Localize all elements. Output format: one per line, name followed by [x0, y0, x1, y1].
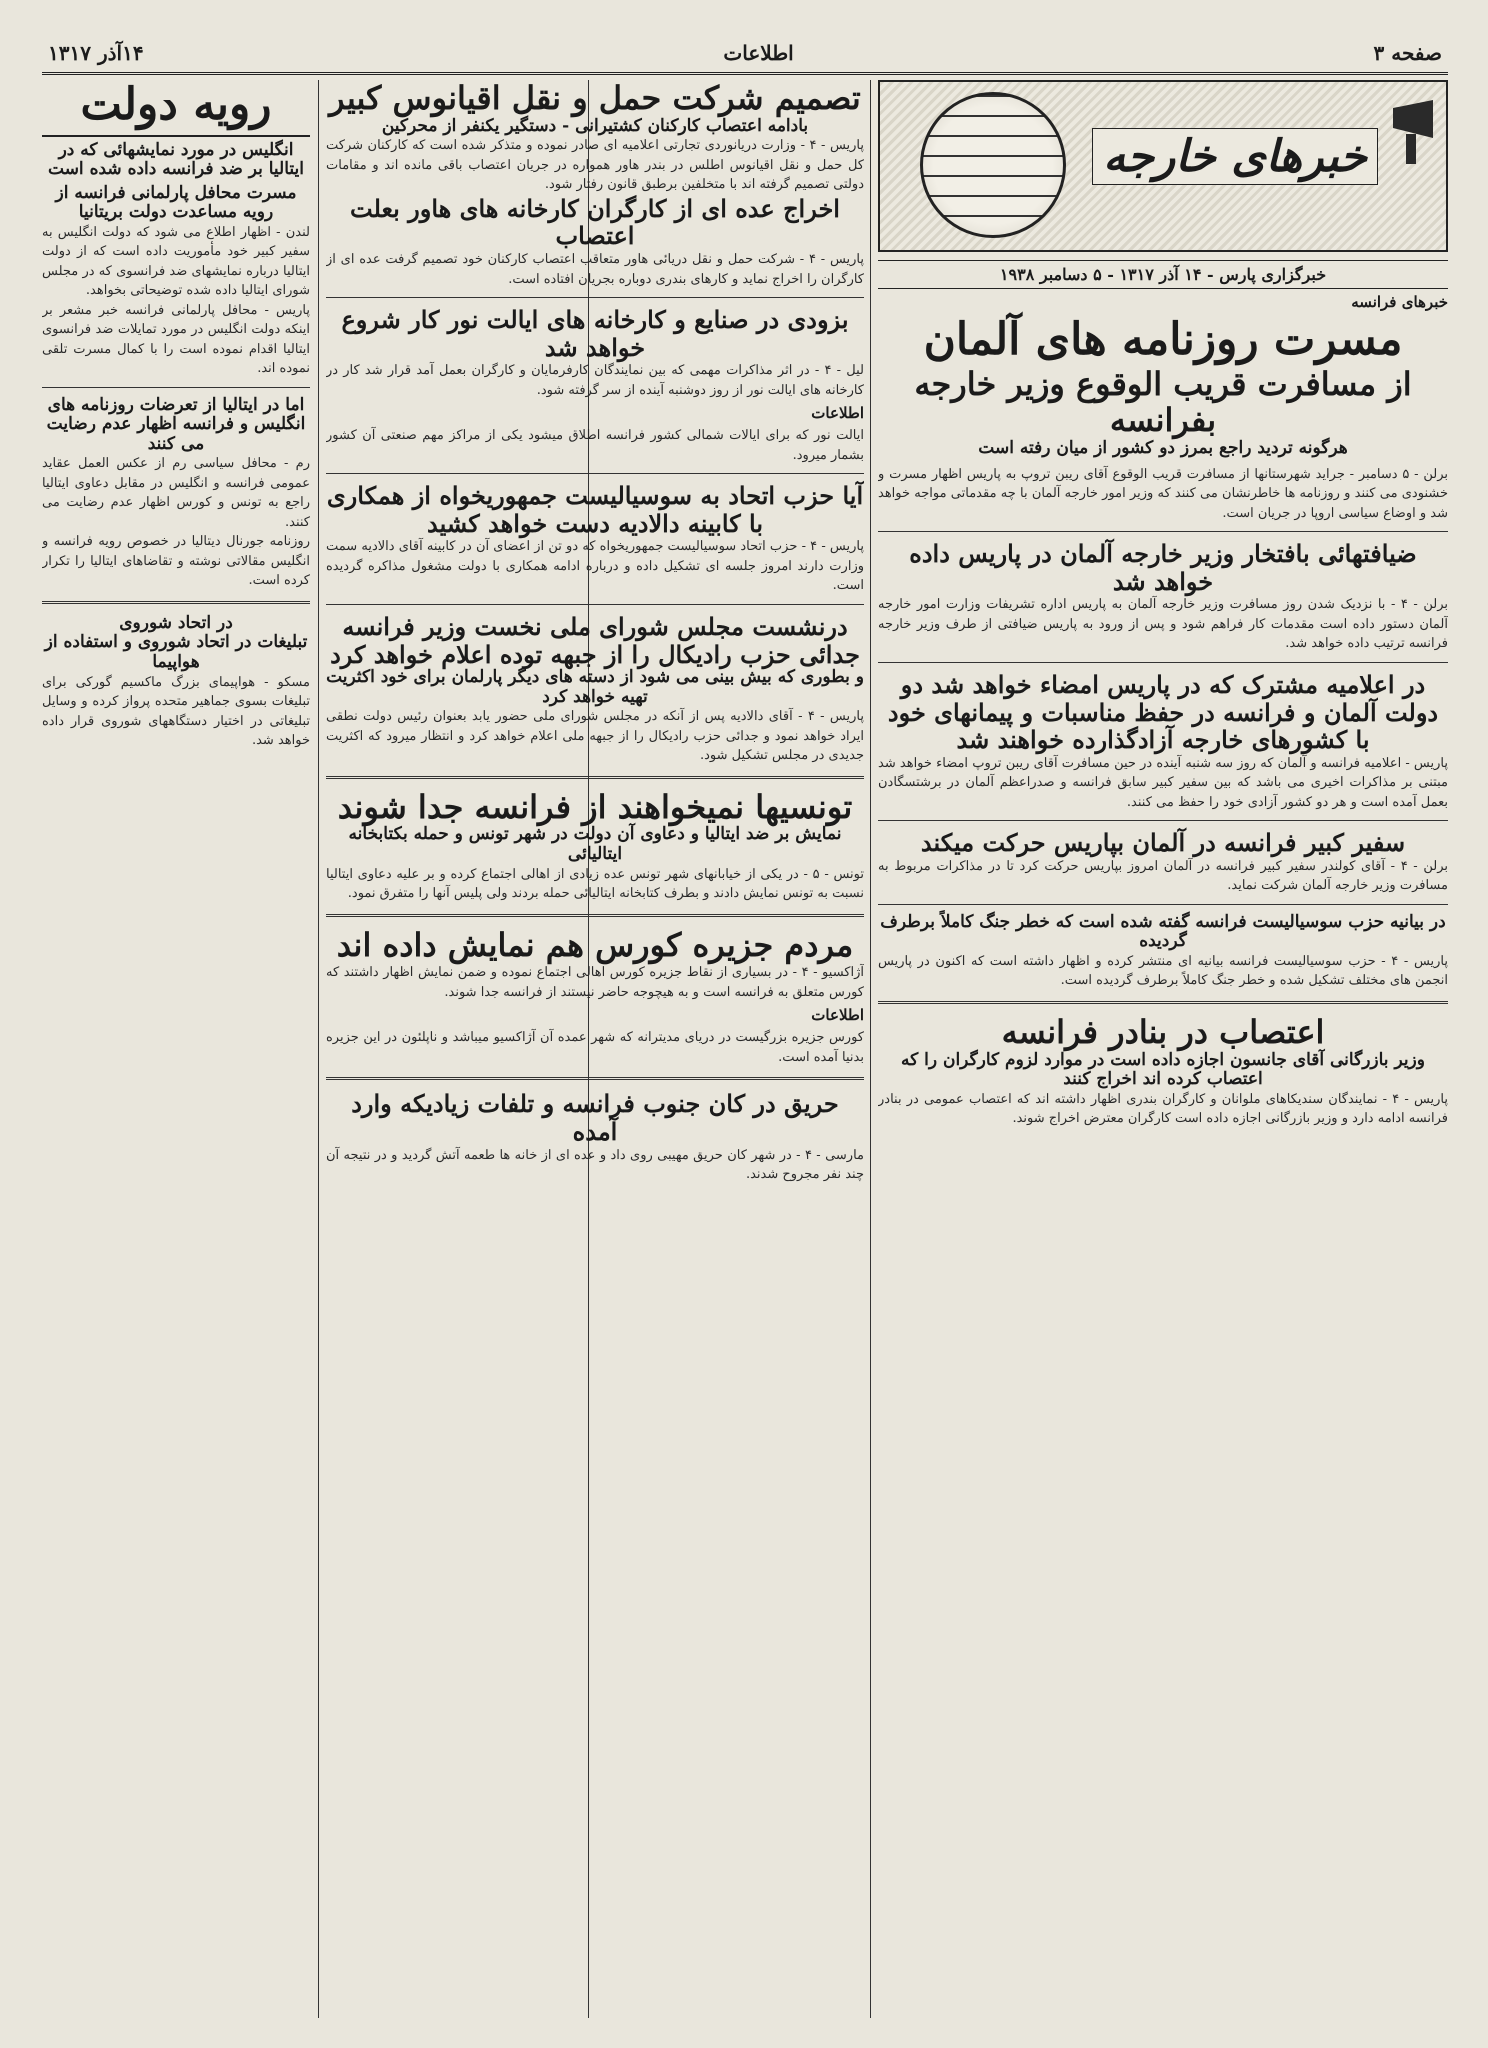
- article-body: پاریس - ۴ - حزب اتحاد سوسیالیست جمهوریخواه که دو تن از اعضای آن در کابینه آقای دالادیه سمت وزارت دارند امروز جلسه ای تشکیل داده و درباره ادامه همکاری با دولت مشغول مذاکره گردیده است.: [326, 539, 864, 594]
- socialist-headline: آیا حزب اتحاد به سوسیالیست جمهوریخواه از همکاری با کابینه دالادیه دست خواهد کشید: [326, 481, 864, 538]
- article-body: مسکو - هواپیمای بزرگ ماکسیم گورکی برای تبلیغات بسوی جماهیر متحده پرواز کرده و وسایل تبلیغاتی در اختیار دستگاههای شوروی قرار داده خواهد شد.: [42, 674, 310, 749]
- note-label: اطلاعات: [811, 1006, 864, 1025]
- section-label: خبرهای فرانسه: [1351, 293, 1448, 311]
- state-column: [42, 80, 310, 2018]
- article-body: پاریس - اعلامیه فرانسه و آلمان که روز سه شنبه آینده در حین مسافرت آقای ریبن تروپ امضاء خواهد شد مبتنی بر مذاکرات اخیری می باشد که بین سفیر کبیر سابق فرانسه و صدراعظم آلمان در برشتسگادن بعمل آمده است و هر دو کشور آزادی خود را حفظ می کنند.: [878, 755, 1448, 810]
- foreign-news-banner: [878, 80, 1448, 252]
- main-headline: مسرت روزنامه های آلمان: [923, 314, 1403, 365]
- article-body: برلن - ۴ - با نزدیک شدن روز مسافرت وزیر خارجه آلمان به پاریس اداره تشریفات وزارت امور خارجه آلمان دستور داده است مقدمات کار فراهم شود و پس از ورود به پاریس ضیافتی از طرف وزیر خارجه فرانسه ترتیب داده خواهد شد.: [878, 597, 1448, 652]
- article-body: رم - محافل سیاسی رم از عکس العمل عقاید عمومی فرانسه و انگلیس در مقابل دعاوی ایتالیا راجع به تونس و کورس اظهار عدم رضایت می کنند.: [42, 456, 310, 530]
- soviet-headline: تبلیغات در اتحاد شوروی و استفاده از هواپیما: [44, 632, 308, 673]
- article-body: برلن - ۴ - آقای کولندر سفیر کبیر فرانسه در آلمان امروز بپاریس حرکت کرد تا در مذاکرات مربوط به مسافرت وزیر خارجه آلمان شرکت نماید.: [878, 858, 1448, 894]
- reception-headline: ضیافتهائی بافتخار وزیر خارجه آلمان در پاریس داده خواهد شد: [909, 539, 1417, 596]
- page-header: [42, 34, 1448, 75]
- article-body: روزنامه جورنال دیتالیا در خصوص رویه فرانسه و انگلیس مقالاتی نوشته و تقاضاهای ایتالیا را تکرار کرده است.: [42, 534, 310, 589]
- article-body: برلن - ۵ دسامبر - جراید شهرستانها از مسافرت قریب الوقوع آقای ریبن تروپ به پاریس اظهار مسرت و خشنودی می کنند و روزنامه ها خاطرنشان می کنند که وزیر امور خارجه آلمان با چه مقدماتی مواجه خواهد شد و اوضاع سیاسی اروپا در جریان است.: [878, 466, 1448, 521]
- fire-headline: حریق در کان جنوب فرانسه و تلفات زیادیکه وارد آمده: [351, 1089, 839, 1146]
- newspaper-name: اطلاعات: [723, 41, 794, 65]
- main-subhead-2: هرگونه تردید راجع بمرز دو کشور از میان رفته است: [978, 438, 1348, 459]
- article-body: آژاکسیو - ۴ - در بسیاری از نقاط جزیره کورس اهالی اجتماع نموده و ضمن نمایش اظهار داشتند که کورس متعلق به فرانسه است و به هیچوجه حاضر نیستند از فرانسه جدا شوند.: [326, 965, 864, 1000]
- tunisia-headline: تونسیها نمیخواهند از فرانسه جدا شوند: [337, 787, 853, 826]
- center-column: [326, 80, 864, 2018]
- article-body: مارسی - ۴ - در شهر کان حریق مهیبی روی داد و عده ای از خانه ها طعمه آتش گردید و در نتیجه آن چند نفر مجروح شدند.: [326, 1147, 864, 1183]
- state-headline: رویه دولت: [42, 80, 310, 137]
- article-body: پاریس - ۴ - آقای دالادیه پس از آنکه در مجلس شورای ملی حضور یابد بعنوان رئیس دولت نطقی ایراد خواهد نمود و جدائی حزب رادیکال را از جبهه ملی اعلام خواهد کرد و انتظار میرود که اکثریت جدیدی در مجلس تشکیل شود.: [326, 709, 864, 764]
- banner-title: خبرهای خارجه: [1092, 128, 1378, 185]
- italy-headline: اما در ایتالیا از تعرضات روزنامه های انگلیس و فرانسه اظهار عدم رضایت می کنند: [46, 394, 306, 454]
- page-number: صفحه ۳: [1373, 41, 1442, 65]
- state-subhead: انگلیس در مورد نمایشهائی که در ایتالیا بر ضد فرانسه داده شده است: [48, 139, 304, 180]
- issue-date: ۱۴آذر ۱۳۱۷: [48, 41, 144, 65]
- ports-headline: اعتصاب در بنادر فرانسه: [1001, 1012, 1325, 1051]
- article-body: پاریس - محافل پارلمانی فرانسه خبر مشعر بر اینکه دولت انگلیس در مورد تمایلات ضد فرانسوی ایتالیا اقدام نموده است را با کمال مسرت تلقی نموده اند.: [42, 302, 310, 377]
- ambassador-headline: سفیر کبیر فرانسه در آلمان بپاریس حرکت میکند: [920, 828, 1406, 858]
- article-body: لیل - ۴ - در اثر مذاکرات مهمی که بین نمایندگان کارفرمایان و کارگران بعمل آمد قرار شد کار در کارخانه های ایالت نور از روز دوشنبه آینده از سر گرفته شود.: [326, 363, 864, 398]
- article-note: ایالت نور که برای ایالات شمالی کشور فرانسه اطلاق میشود یکی از مراکز مهم صنعتی آن کشور بشمار میرود.: [326, 428, 864, 463]
- dateline: خبرگزاری پارس - ۱۴ آذر ۱۳۱۷ - ۵ دسامبر ۱۹۳۸: [878, 260, 1448, 289]
- article-body: پاریس - ۴ - نمایندگان سندیکاهای ملوانان و کارگران بندری اظهار داشته اند که اعتصاب عمومی در بنادر فرانسه ادامه دارد و وزیر بازرگانی اجازه داده است کارگران معترض اخراج شوند.: [878, 1091, 1448, 1127]
- dismissal-headline: اخراج عده ای از کارگران کارخانه های هاور بعلت اعتصاب: [350, 193, 840, 251]
- chamber-headline: درنشست مجلس شورای ملی نخست وزیر فرانسه جدائی حزب رادیکال را از جبهه توده اعلام خواهد کرد: [330, 611, 860, 669]
- article-body: پاریس - ۴ - شرکت حمل و نقل دریائی هاور متعاقب اعتصاب کارکنان خود تصمیم گرفت عده ای از کارگران را اخراج نماید و کارهای بندری دوباره بجریان افتاده است.: [326, 252, 864, 287]
- column-rule: [870, 80, 871, 2018]
- socialist-statement-headline: در بیانیه حزب سوسیالیست فرانسه گفته شده است که خطر جنگ کاملاً برطرف گردیده: [880, 911, 1446, 952]
- transport-headline: تصمیم شرکت حمل و نقل اقیانوس کبیر: [329, 80, 861, 117]
- corsica-headline: مردم جزیره کورس هم نمایش داده اند: [336, 925, 854, 964]
- note-label: اطلاعات: [811, 404, 864, 423]
- tunisia-subhead: نمایش بر ضد ایتالیا و دعاوی آن دولت در شهر تونس و حمله بکتابخانه ایتالیائی: [348, 824, 842, 865]
- main-subhead: از مسافرت قریب الوقوع وزیر خارجه بفرانسه: [914, 364, 1412, 440]
- article-body: پاریس - ۴ - حزب سوسیالیست فرانسه بیانیه ای منتشر کرده و اظهار داشته است که اکنون در پاریس انجمن های مختلف تشکیل شده و خطر جنگ کاملاً برطرف گردیده است.: [878, 953, 1448, 989]
- column-rule: [318, 80, 319, 2018]
- transport-subhead: بادامه اعتصاب کارکنان کشتیرانی - دستگیر یکنفر از محرکین: [381, 115, 809, 136]
- industry-headline: بزودی در صنایع و کارخانه های ایالت نور کار شروع خواهد شد: [341, 305, 849, 362]
- article-body: لندن - اظهار اطلاع می شود که دولت انگلیس به سفیر کبیر خود مأموریت داده است که از دولت ایتالیا درباره نمایشهای ضد فرانسوی که در مجلس شورای ایتالیا داده شده توضیحاتی بخواهد.: [42, 224, 310, 299]
- gramophone-icon: [1388, 98, 1438, 168]
- ports-subhead: وزیر بازرگانی آقای جانسون اجازه داده است در موارد لزوم کارگران را که اعتصاب کرده اند اخراج کنند: [901, 1049, 1425, 1090]
- globe-icon: [920, 92, 1066, 238]
- soviet-section-label: در اتحاد شوروی: [119, 612, 233, 633]
- state-subhead-2: مسرت محافل پارلمانی فرانسه از رویه مساعدت دولت بریتانیا: [55, 182, 297, 223]
- article-body: پاریس - ۴ - وزارت دریانوردی تجارتی اعلامیه ای صادر نموده و متذکر شده است که کارکنان شرکت کل حمل و نقل اقیانوس اطلس در بندر هاور همواره در جریان اعتصاب باقی مانده اند و مقامات دولتی تصمیم گرفته اند با متخلفین برطبق قانون رفتار شود.: [326, 138, 864, 193]
- declaration-headline: در اعلامیه مشترک که در پاریس امضاء خواهد شد دو دولت آلمان و فرانسه در حفظ مناسبات و پیمانهای خود با کشورهای خارجه آزادگذارده خواهند شد: [887, 669, 1439, 755]
- chamber-subhead: و بطوری که بیش بینی می شود از دسته های دیگر پارلمان برای خود اکثریت تهیه خواهد کرد: [326, 667, 864, 707]
- article-note: کورس جزیره بزرگیست در دریای مدیترانه که شهر عمده آن آژاکسیو میباشد و ناپلئون در این جزیره بدنیا آمده است.: [326, 1030, 864, 1065]
- foreign-news-column: [878, 80, 1448, 2018]
- article-body: تونس - ۵ - در یکی از خیابانهای شهر تونس عده زیادی از اهالی اجتماع کرده و بر علیه دعاوی ایتالیا نسبت به تونس نمایش دادند و بطرف کتابخانه ایتالیائی حمله بردند ولی پلیس آنها را متفرق نمود.: [326, 866, 864, 902]
